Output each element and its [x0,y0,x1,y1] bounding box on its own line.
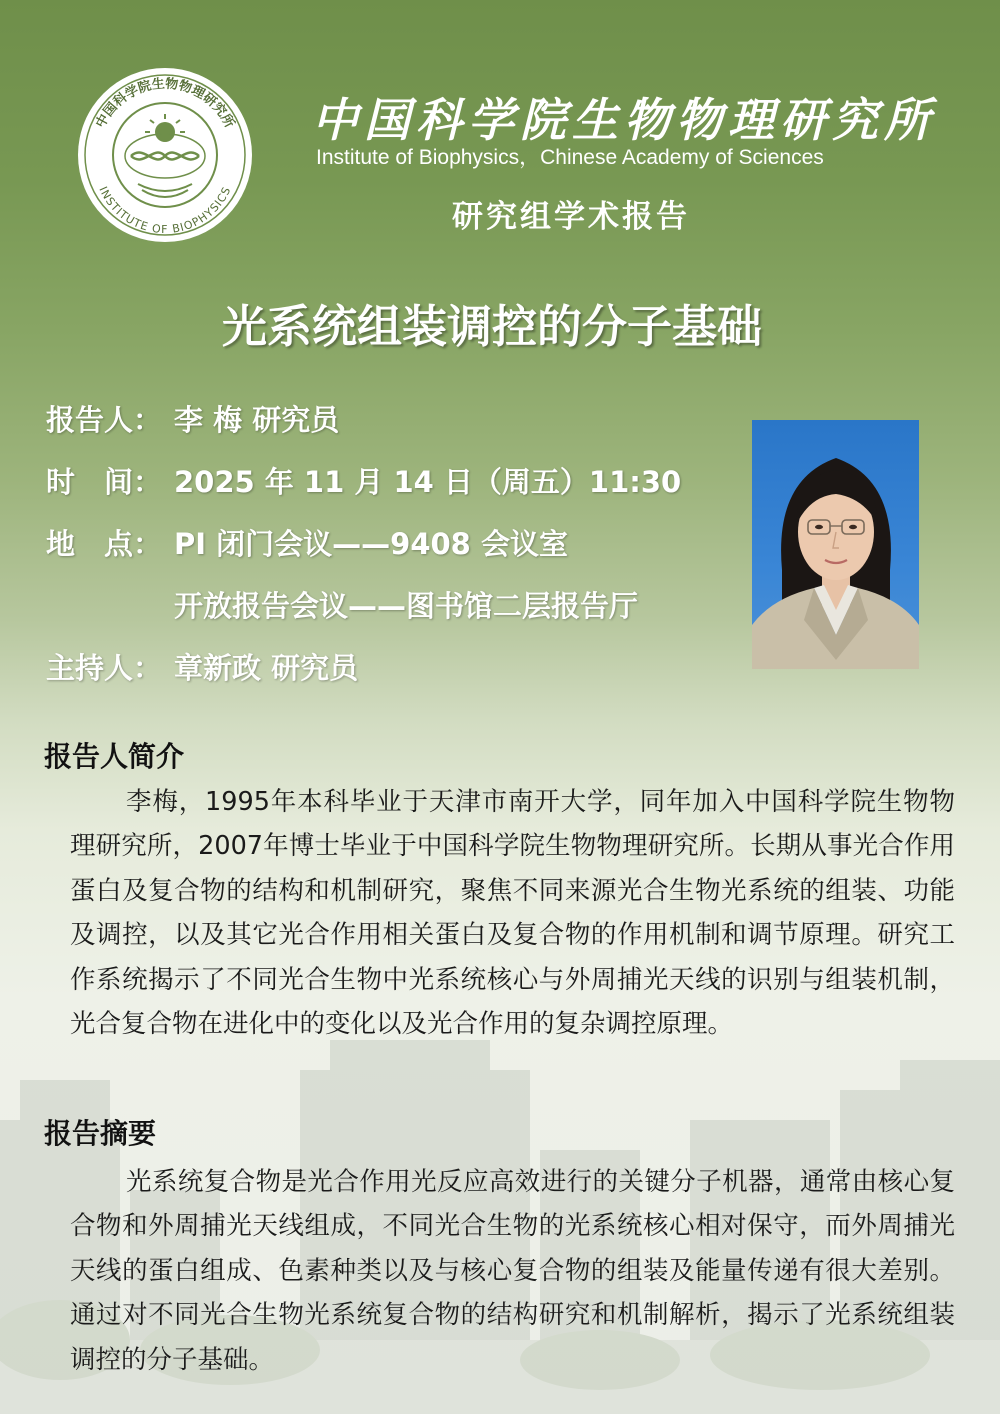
time-value: 2025 年 11 月 14 日（周五）11:30 [174,465,682,499]
institute-name-en: Institute of Biophysics，Chinese Academy of Sciences [316,146,824,169]
svg-text:INSTITUTE OF BIOPHYSICS: INSTITUTE OF BIOPHYSICS [96,184,234,237]
place-value-closed: PI 闭门会议——9408 会议室 [174,527,568,561]
speaker-label: 报告人： [46,403,163,437]
institute-name-cn: 中国科学院生物物理研究所 [312,93,936,147]
bio-text: 李梅，1995年本科毕业于天津市南开大学，同年加入中国科学院生物物理研究所，2007年博士毕业于中国科学院生物物理研究所。长期从事光合作用蛋白及复合物的结构和机制研究，聚焦不同来源光合生物光系统的组装、功能及调控，以及其它光合作用相关蛋白及复合物的作用机制和调节原理。研究工作系统揭示了不同光合生物中光系统核心与外周捕光天线的识别与组装机制，光合复合物在进化中的变化以及光合作用的复杂调控原理。 [70,787,955,1040]
institute-logo [76,66,254,244]
place-label: 地 点： [46,527,163,561]
bio-heading: 报告人简介 [44,740,185,773]
place-value-open: 开放报告会议——图书馆二层报告厅 [174,589,639,623]
speaker-value: 李 梅 研究员 [174,403,340,437]
speaker-photo [752,420,919,669]
talk-title: 光系统组装调控的分子基础 [221,300,762,353]
svg-text:中国科学院生物物理研究所: 中国科学院生物物理研究所 [93,76,237,131]
report-type-heading: 研究组学术报告 [452,199,690,235]
host-value: 章新政 研究员 [174,651,359,685]
place-line [46,522,568,563]
host-line [46,646,358,687]
host-label: 主持人： [46,651,163,685]
speaker-portrait-illustration [752,420,919,669]
abstract-text: 光系统复合物是光合作用光反应高效进行的关键分子机器，通常由核心复合物和外周捕光天线组成，不同光合生物的光系统核心相对保守，而外周捕光天线的蛋白组成、色素种类以及与核心复合物的组装及能量传递有很大差别。通过对不同光合生物光系统复合物的结构研究和机制解析，揭示了光系统组装调控的分子基础。 [70,1167,955,1375]
time-line [46,460,681,501]
time-label: 时 间： [46,465,163,499]
speaker-line [46,398,339,439]
abstract-heading: 报告摘要 [44,1117,157,1150]
place-line-2 [174,584,638,625]
